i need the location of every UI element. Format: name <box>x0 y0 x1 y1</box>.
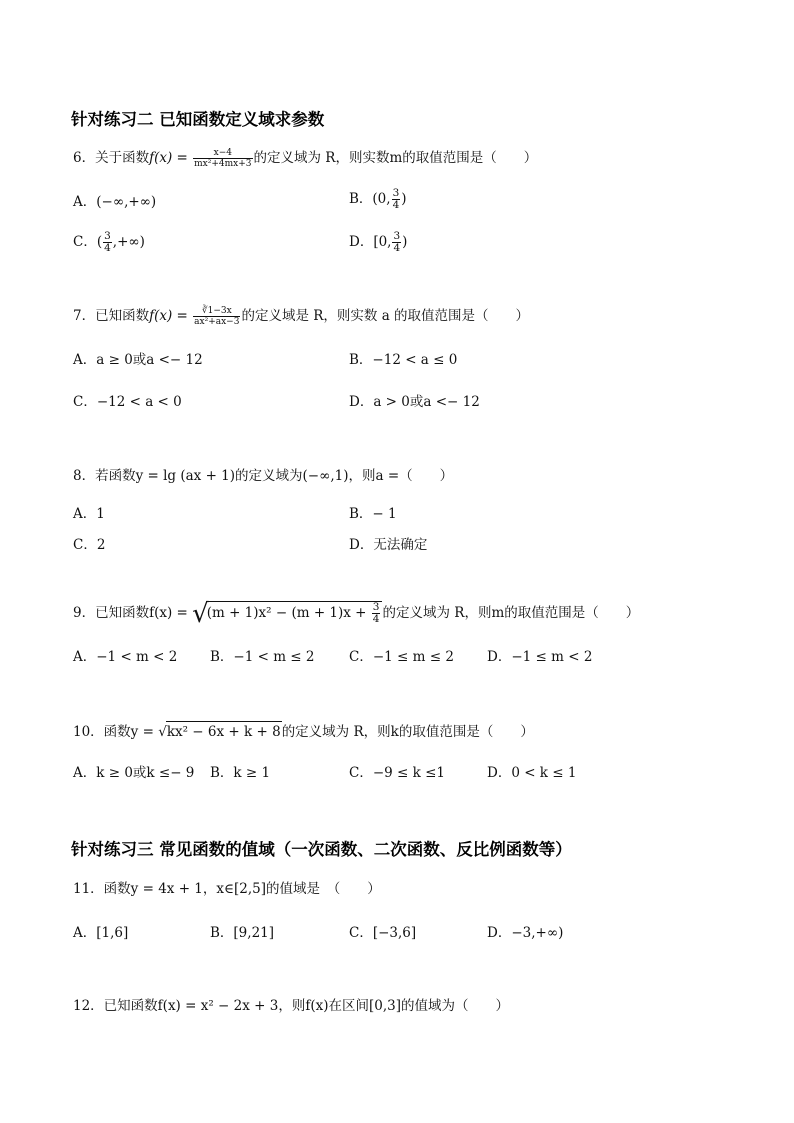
q7-option-b[interactable]: B．−12 < a ≤ 0 <box>349 352 458 368</box>
question-8-stem: 8．若函数y = lg (ax + 1)的定义域为(−∞,1)，则a =（ ） <box>73 468 454 484</box>
q8-option-c[interactable]: C．2 <box>73 537 106 553</box>
q6-prefix: 6．关于函数 <box>73 150 150 166</box>
q11-option-c[interactable]: C．[−3,6] <box>349 925 417 941</box>
q7-option-a[interactable]: A．a ≥ 0或a <− 12 <box>73 352 203 368</box>
q8-option-d[interactable]: D．无法确定 <box>349 537 428 553</box>
q10-option-a[interactable]: A．k ≥ 0或k ≤− 9 <box>73 765 195 781</box>
question-10-stem <box>73 721 534 742</box>
q9-fraction <box>372 602 381 625</box>
q9-option-c[interactable]: C．−1 ≤ m ≤ 2 <box>349 649 454 665</box>
q6-numerator: x−4 <box>193 148 252 159</box>
q7-denominator: ax²+ax−3 <box>194 317 240 327</box>
q10-option-c[interactable]: C．−9 ≤ k ≤1 <box>349 765 445 781</box>
q6-d-den: 4 <box>393 242 401 254</box>
q11-option-b[interactable]: B．[9,21] <box>210 925 275 941</box>
q7-prefix: 7．已知函数 <box>73 308 150 324</box>
q6-c-den: 4 <box>104 242 111 254</box>
q6-b-pre: B．(0, <box>349 191 391 207</box>
q6-option-d[interactable] <box>349 231 407 254</box>
question-6-stem <box>73 148 537 169</box>
q7-fraction <box>193 306 240 327</box>
q6-d-pre: D．[0, <box>349 234 392 250</box>
q6-option-c[interactable] <box>73 231 145 254</box>
q6-b-num: 3 <box>392 187 400 199</box>
q8-option-b[interactable]: B．− 1 <box>349 506 397 522</box>
question-12-stem: 12．已知函数f(x) = x² − 2x + 3，则f(x)在区间[0,3]的值域为（ ） <box>73 998 509 1014</box>
q9-num: 3 <box>372 601 380 613</box>
q10-radicand: kx² − 6x + k + 8 <box>166 721 282 742</box>
q9-option-d[interactable]: D．−1 ≤ m < 2 <box>487 649 593 665</box>
section-heading: 针对练习二 已知函数定义域求参数 <box>71 110 325 129</box>
q6-b-fraction <box>392 188 401 211</box>
question-7-stem <box>73 306 529 327</box>
q6-d-post: ) <box>402 234 408 250</box>
q9-option-b[interactable]: B．−1 < m ≤ 2 <box>210 649 315 665</box>
radical-sign-icon: √ <box>192 598 209 629</box>
q6-b-den: 4 <box>392 199 400 211</box>
q9-option-a[interactable]: A．−1 < m < 2 <box>73 649 178 665</box>
q9-radicand <box>206 601 383 625</box>
q6-c-pre: C．( <box>73 234 103 250</box>
q6-fraction <box>193 148 252 169</box>
q7-numerator: ∛1−3x <box>193 306 240 317</box>
q6-d-num: 3 <box>393 230 401 242</box>
section-heading: 针对练习三 常见函数的值域（一次函数、二次函数、反比例函数等） <box>71 840 572 859</box>
q10-suffix: 的定义域为 R，则k的取值范围是（ ） <box>281 724 534 740</box>
q7-option-c[interactable]: C．−12 < a < 0 <box>73 394 182 410</box>
q7-option-d[interactable]: D．a > 0或a <− 12 <box>349 394 480 410</box>
q7-fx: f(x) = <box>149 308 193 324</box>
q9-radicand-text: (m + 1)x² − (m + 1)x + <box>206 605 371 621</box>
q9-prefix: 9．已知函数f(x) = <box>73 605 193 621</box>
q11-option-a[interactable]: A．[1,6] <box>73 925 129 941</box>
q6-c-post: ,+∞) <box>112 234 145 250</box>
q6-denominator: mx²+4mx+3 <box>194 159 252 169</box>
q6-c-num: 3 <box>104 230 111 242</box>
question-11-stem: 11．函数y = 4x + 1，x∈[2,5]的值域是 （ ） <box>73 881 381 897</box>
q10-option-d[interactable]: D．0 < k ≤ 1 <box>487 765 577 781</box>
q8-option-a[interactable]: A．1 <box>73 506 105 522</box>
q7-suffix: 的定义域是 R，则实数 a 的取值范围是（ ） <box>241 308 530 324</box>
q6-d-fraction <box>392 231 401 254</box>
q6-suffix: 的定义域为 R，则实数m的取值范围是（ ） <box>253 150 538 166</box>
q6-option-b[interactable] <box>349 188 407 211</box>
q6-b-post: ) <box>401 191 407 207</box>
question-9-stem <box>73 598 640 629</box>
q6-fx: f(x) = <box>149 150 193 166</box>
q6-option-a[interactable]: A．(−∞,+∞) <box>73 194 157 210</box>
q10-option-b[interactable]: B．k ≥ 1 <box>210 765 271 781</box>
q6-c-fraction <box>103 231 112 254</box>
q10-prefix: 10．函数y = √ <box>73 724 167 740</box>
q9-den: 4 <box>372 613 380 625</box>
q9-suffix: 的定义域为 R，则m的取值范围是（ ） <box>382 605 640 621</box>
q11-option-d[interactable]: D．−3,+∞) <box>487 925 564 941</box>
